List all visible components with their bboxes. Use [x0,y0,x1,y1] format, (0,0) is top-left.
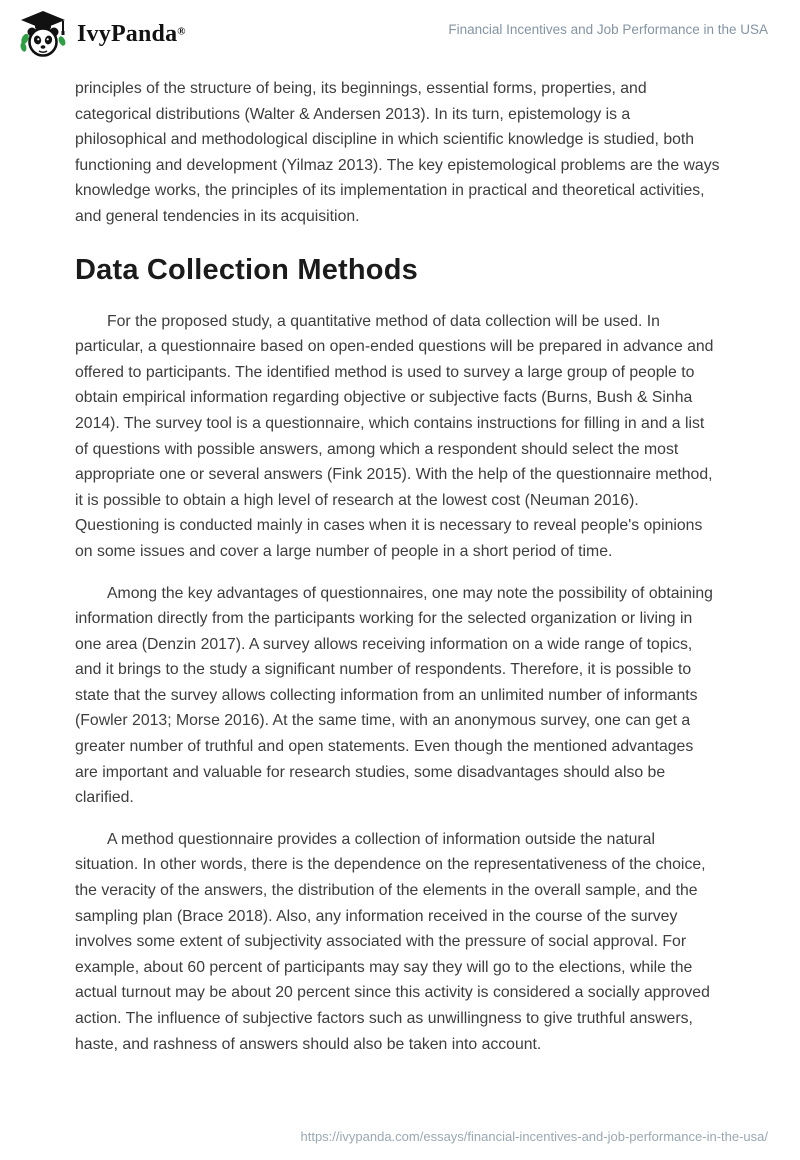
paragraph: Among the key advantages of questionnaires, one may note the possibility of obtaining information directly from the participants working for the selected organization or living in one area (Denzin 2017). A survey allows receiving information on a wide range of topics, and it brings to the study a significant number of respondents. Therefore, it is possible to state that the survey allows collecting information from an unlimited number of informants (Fowler 2013; Morse 2016). At the same time, with an anonymous survey, one can get a greater number of truthful and open statements. Even though the mentioned advantages are important and valuable for research studies, some disadvantages should also be clarified. [75,584,713,807]
source-url: https://ivypanda.com/essays/financial-incentives-and-job-performance-in-the-usa/ [300,1129,768,1144]
brand-wordmark: IvyPanda [77,20,178,47]
brand-name [77,21,186,48]
paragraph: For the proposed study, a quantitative method of data collection will be used. In particular, a questionnaire based on open-ended questions will be prepared in advance and offered to participants. The identified method is used to survey a large group of people to obtain empirical information regarding objective or subjective facts (Burns, Bush & Sinha 2014). The survey tool is a questionnaire, which contains instructions for filling in and a list of questions with possible answers, among which a respondent should select the most appropriate one or several answers (Fink 2015). With the help of the questionnaire method, it is possible to obtain a high level of research at the lowest cost (Neuman 2016). Questioning is conducted mainly in cases when it is necessary to reveal people's opinions on some issues and cover a large number of people in a short period of time. [75,312,714,560]
page-header [0,0,800,60]
panda-face-icon [28,28,59,56]
document-content [0,60,800,1057]
section-heading: Data Collection Methods [75,253,418,286]
continued-paragraph: principles of the structure of being, its beginnings, essential forms, properties, and categorical distributions (Walter & Andersen 2013). In its turn, epistemology is a philosophical and methodological discipline in which scientific knowledge is studied, both functioning and development (Yilmaz 2013). The key epistemological problems are the ways knowledge works, the principles of its implementation in practical and theoretical activities, and general tendencies in its acquisition. [75,80,720,225]
running-head-title: Financial Incentives and Job Performance in the USA [448,22,768,37]
ivypanda-logo [18,9,68,59]
registered-trademark: ® [177,25,186,38]
brand [18,9,186,59]
paragraph: A method questionnaire provides a collection of information outside the natural situation. In other words, there is the dependence on the representativeness of the choice, the veracity of the answers, the distribution of the elements in the overall sample, and the sampling plan (Brace 2018). Also, any information received in the course of the survey involves some extent of subjectivity associated with the pressure of social approval. For example, about 60 percent of participants may say they will go to the elections, while the actual turnout may be about 20 percent since this activity is considered a socially approved action. The influence of subjective factors such as unwillingness to give truthful answers, haste, and rashness of answers should also be taken into account. [75,830,710,1053]
